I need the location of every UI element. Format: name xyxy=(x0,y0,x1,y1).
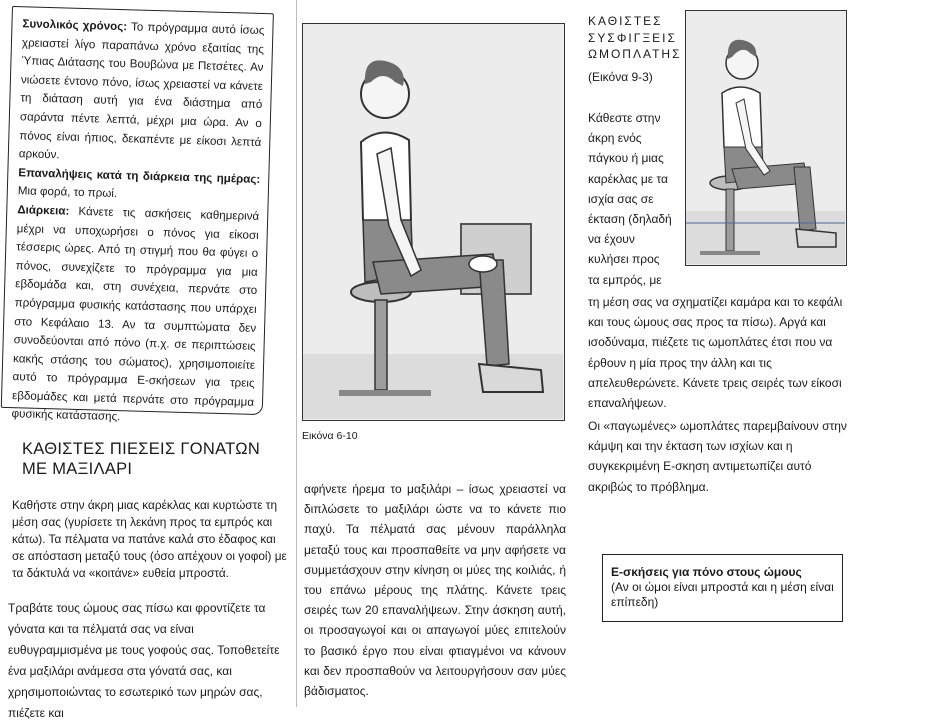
right-paragraph-last: Οι «παγωμένες» ωμοπλάτες παρεμβαίνουν στην κάμψη και την έκταση των ισχίων και η συγκεκριμένη Ε-σκηση αντιμετωπίζει αυτό ακριβώς το πρόβλημα. xyxy=(588,419,847,494)
total-time-text: Το πρόγραμμα αυτό ίσως χρειαστεί λίγο παραπάνω χρόνο εξαιτίας της Ύπιας Διάτασης του Βουβώνα με Πετσέτες. Αν νιώσετε έντονο πόνο, ίσως χρειαστεί να κάνετε τη διάταση αυτή για ένα διάστημα από σαράντα πέντε λεπτά, μέχρι μια ώρα. Αν ο πόνος είναι ήπιος, δεκαπέντε με είκοσι λεπτά αρκούν. xyxy=(18,20,265,162)
figure-6-10-photo xyxy=(302,23,565,421)
box-subtitle: (Αν οι ώμοι είναι μπροστά και η μέση είναι επίπεδη) xyxy=(611,580,834,609)
figure-9-3-photo xyxy=(685,10,847,266)
sidebar-total-time xyxy=(19,15,265,170)
duration-text: Κάνετε τις ασκήσεις καθημερινά μέχρι να υποχωρήσει ο πόνος για είκοσι τέσσερις ώρες. Από τη στιγμή που θα φύγει ο πόνος, συνεχίζετε το πρόγραμμα για μια εβδομάδα και, στη συνέχεια, περνάτε στο πρόγραμμα φυσικής κατάστασης που υπάρχει στο Κεφάλαιο 13. Αν τα συμπτώματα δεν συνοδεύονται από πόνο (π.χ. σε περιπτώσεις κακής στάσης του σώματος), χρησιμοποιείτε αυτό το πρόγραμμα Ε-σκήσεων για τρεις εβδομάδες και μετά περνάτε στο πρόγραμμα φυσικής κατάστασης. xyxy=(11,204,260,424)
left-paragraph-2: Τραβάτε τους ώμους σας πίσω και φροντίζετε τα γόνατα και τα πέλματά σας να είναι ευθυγραμμισμένα με τους γοφούς σας. Τοποθετείτε ένα μαξιλάρι ανάμεσα στα γόνατά σας, και χρησιμοποιώντας το εσωτερικό των μηρών σας, πιέζετε και xyxy=(8,601,280,720)
right-paragraph-narrow: Κάθεστε στην άκρη ενός πάγκου ή μιας καρέκλας με τα ισχία σας σε έκταση (δηλαδή να έχουν κυλήσει προς τα εμπρός, με xyxy=(588,111,672,287)
column-divider xyxy=(296,0,297,707)
repetitions-label: Επαναλήψεις κατά τη διάρκεια της ημέρας: xyxy=(18,165,261,186)
sidebar-box xyxy=(1,6,274,424)
shoulder-pain-exercises-box xyxy=(602,554,843,622)
duration-label: Διάρκεια: xyxy=(17,203,70,218)
figure-reference: (Εικόνα 9-3) xyxy=(588,70,653,84)
repetitions-text: Μια φορά, το πρωί. xyxy=(17,184,118,201)
total-time-label: Συνολικός χρόνος: xyxy=(22,17,128,34)
box-title: Ε-σκήσεις για πόνο στους ώμους xyxy=(611,565,802,579)
middle-paragraph: αφήνετε ήρεμα το μαξιλάρι – ίσως χρειαστεί να διπλώσετε το μαξιλάρι ώστε να το κάνετε πιο παχύ. Τα πέλματά σας μένουν παράλληλα μεταξύ τους και προσπαθείτε να μην αφήσετε να συμμετάσχουν στην κίνηση οι μύες της κοιλιάς, ή του επάνω μέρους της πλάτης. Κάνετε τρεις σειρές των 20 επαναλήψεων. Στην άσκηση αυτή, οι προσαγωγοί και οι απαγωγοί μύες επιτελούν το βασικό έργο που είναι φτιαγμένοι να κάνουν και δεν προσπαθούν να λειτουργήσουν σαν μύες βάδισματος. xyxy=(304,482,566,699)
section-heading-knee-press: ΚΑΘΙΣΤΕΣ ΠΙΕΣΕΙΣ ΓΟΝΑΤΩΝ ΜΕ ΜΑΞΙΛΑΡΙ xyxy=(22,440,261,478)
left-paragraph-1: Καθήστε στην άκρη μιας καρέκλας και κυρτώστε τη μέση σας (γυρίσετε τη λεκάνη προς τα εμπρός και κάτω). Τα πέλματα να πατάνε καλά στο έδαφος και σε απόσταση μεταξύ τους (όσο απέχουν οι γοφοί) με τα δάκτυλά να «κοιτάνε» ευθεία μπροστά. xyxy=(12,498,287,580)
section-heading-shoulder-blade: ΚΑΘΙΣΤΕΣ ΣΥΣΦΙΓΞΕΙΣ ΩΜΟΠΛΑΤΗΣ xyxy=(588,14,682,61)
sidebar-duration xyxy=(11,201,259,431)
seated-knee-press-illustration xyxy=(303,24,563,419)
right-paragraph-continued: τη μέση σας να σχηματίζει καμάρα και το κεφάλι και τους ώμους σας προς τα πίσω). Αργά και ισοδύναμα, πιέζετε τις ωμοπλάτες έτσι που να έρθουν η μία προς την άλλη και τις απελευθερώνετε. Κάνετε τρεις σειρές των είκοσι επαναλήψεων. xyxy=(588,295,843,411)
figure-caption: Εικόνα 6-10 xyxy=(302,430,358,442)
seated-shoulder-squeeze-illustration xyxy=(686,11,845,264)
